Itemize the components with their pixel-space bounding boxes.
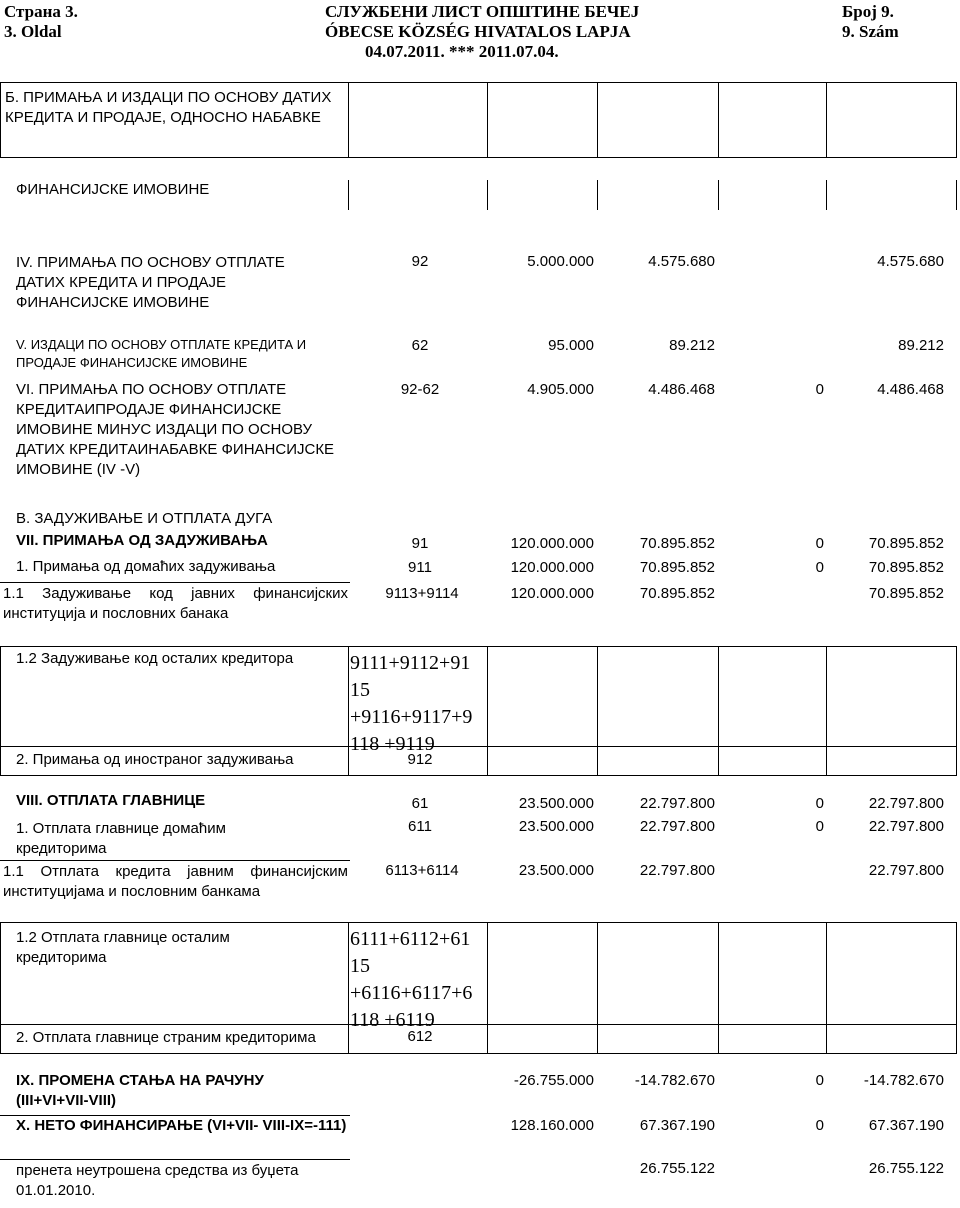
row-code: 6111+6112+61 15 +6116+6117+6 118 +6119 [350, 928, 473, 1031]
row-label: пренета неутрошена средства из буџета 01.01.2010. [16, 1162, 299, 1199]
table-border [597, 922, 598, 1054]
table-border [487, 646, 488, 776]
table-border [0, 775, 957, 776]
row-exec2: 0 [815, 795, 824, 812]
row-code: 611 [408, 818, 432, 835]
row-plan: 5.000.000 [527, 253, 594, 270]
row-plan: 4.905.000 [527, 381, 594, 398]
row-exec1: 89.212 [669, 337, 715, 354]
row-exec1: 22.797.800 [639, 795, 715, 812]
section-c-title: В. ЗАДУЖИВАЊЕ И ОТПЛАТА ДУГА [16, 510, 273, 527]
row-label: 1.1 Задуживање код јавних финансијских институција и пословних банака [3, 585, 348, 622]
page-number-sr: Страна 3. [4, 2, 78, 21]
row-code: 92 [411, 253, 429, 270]
row-total: -14.782.670 [863, 1072, 944, 1089]
row-label: V. ИЗДАЦИ ПО ОСНОВУ ОТПЛАТЕ КРЕДИТА И ПРОДАЈЕ ФИНАНСИЈСКЕ ИМОВИНЕ [16, 337, 307, 370]
table-border [718, 646, 719, 776]
table-border [956, 922, 957, 1054]
row-code: 912 [407, 751, 433, 768]
row-label: 1. Отплата главнице домаћим кредиторима [16, 820, 226, 857]
table-border [826, 82, 827, 158]
row-exec2: 0 [815, 1117, 824, 1134]
table-border [597, 180, 598, 210]
row-plan: 95.000 [548, 337, 594, 354]
row-exec1: -14.782.670 [634, 1072, 715, 1089]
row-exec1: 4.575.680 [648, 253, 715, 270]
table-border [487, 922, 488, 1054]
row-exec1: 70.895.852 [639, 585, 715, 602]
table-border [0, 646, 957, 647]
table-border [0, 82, 1, 158]
row-total: 4.486.468 [877, 381, 944, 398]
row-total: 22.797.800 [868, 795, 944, 812]
journal-date: 04.07.2011. *** 2011.07.04. [365, 42, 559, 61]
table-border [0, 157, 957, 158]
row-label: VIII. ОТПЛАТА ГЛАВНИЦЕ [16, 792, 206, 809]
row-exec1: 70.895.852 [639, 559, 715, 576]
row-label: 2. Отплата главнице страним кредиторима [16, 1029, 316, 1046]
table-border [348, 180, 349, 210]
row-exec1: 22.797.800 [639, 818, 715, 835]
table-border [718, 180, 719, 210]
row-label: VI. ПРИМАЊА ПО ОСНОВУ ОТПЛАТЕ КРЕДИТАИПРОДАЈЕ ФИНАНСИЈСКЕ ИМОВИНЕ МИНУС ИЗДАЦИ ПО ОСНОВУ ДАТИХ КРЕДИТАИНАБАВКЕ ФИНАНСИЈСКЕ ИМОВИНЕ (IV -V) [16, 381, 335, 478]
table-border [487, 82, 488, 158]
table-border [0, 860, 350, 861]
table-border [0, 922, 1, 1054]
row-total: 70.895.852 [868, 585, 944, 602]
row-label: 2. Примања од иностраног задуживања [16, 751, 294, 768]
row-total: 89.212 [898, 337, 944, 354]
row-exec1: 67.367.190 [639, 1117, 715, 1134]
row-code: 911 [408, 559, 432, 576]
table-border [956, 82, 957, 158]
table-border [0, 1053, 957, 1054]
row-exec2: 0 [815, 381, 824, 398]
table-border [348, 646, 349, 776]
row-label: VII. ПРИМАЊА ОД ЗАДУЖИВАЊА [16, 532, 268, 549]
row-exec2: 0 [815, 1072, 824, 1089]
table-border [826, 646, 827, 776]
table-border [0, 1159, 350, 1160]
table-border [956, 180, 957, 210]
row-code: 62 [411, 337, 429, 354]
row-label: 1.2 Задуживање код осталих кредитора [16, 650, 294, 667]
row-code: 6113+6114 [385, 862, 459, 879]
table-border [718, 82, 719, 158]
row-exec1: 26.755.122 [639, 1160, 715, 1177]
row-total: 26.755.122 [868, 1160, 944, 1177]
table-border [597, 82, 598, 158]
journal-title-hu: ÓBECSE KÖZSÉG HIVATALOS LAPJA [325, 22, 631, 41]
row-plan: 128.160.000 [510, 1117, 594, 1134]
table-border [0, 646, 1, 776]
row-code: 612 [407, 1028, 433, 1045]
table-border [0, 582, 350, 583]
row-exec1: 22.797.800 [639, 862, 715, 879]
row-exec1: 70.895.852 [639, 535, 715, 552]
table-border [348, 82, 349, 158]
row-total: 70.895.852 [868, 559, 944, 576]
table-border [0, 1024, 957, 1025]
row-label: X. НЕТО ФИНАНСИРАЊЕ (VI+VII- VIII-IX=-111) [16, 1117, 347, 1134]
row-plan: 120.000.000 [510, 585, 594, 602]
row-label: 1.2 Отплата главнице осталим кредиторима [16, 929, 230, 966]
row-plan: 23.500.000 [518, 818, 594, 835]
row-plan: -26.755.000 [513, 1072, 594, 1089]
row-exec2: 0 [815, 818, 824, 835]
row-exec2: 0 [815, 535, 824, 552]
table-border [597, 646, 598, 776]
table-border [956, 646, 957, 776]
row-code: 9111+9112+91 15 +9116+9117+9 118 +9119 [350, 652, 473, 755]
row-total: 70.895.852 [868, 535, 944, 552]
row-total: 22.797.800 [868, 862, 944, 879]
row-exec1: 4.486.468 [648, 381, 715, 398]
page-number-hu: 3. Oldal [4, 22, 62, 41]
row-plan: 120.000.000 [510, 559, 594, 576]
row-plan: 120.000.000 [510, 535, 594, 552]
issue-number-sr: Број 9. [842, 2, 894, 21]
issue-number-hu: 9. Szám [842, 22, 899, 41]
table-border [348, 922, 349, 1054]
table-border [718, 922, 719, 1054]
journal-title-sr: СЛУЖБЕНИ ЛИСТ ОПШТИНЕ БЕЧЕЈ [325, 2, 640, 21]
row-plan: 23.500.000 [518, 795, 594, 812]
table-border [487, 180, 488, 210]
row-label: IX. ПРОМЕНА СТАЊА НА РАЧУНУ (III+VI+VII-VIII) [16, 1072, 264, 1109]
table-border [826, 180, 827, 210]
row-code: 9113+9114 [385, 585, 459, 602]
row-total: 4.575.680 [877, 253, 944, 270]
row-code: 91 [411, 535, 429, 552]
section-b-title: Б. ПРИМАЊА И ИЗДАЦИ ПО ОСНОВУ ДАТИХ КРЕДИТА И ПРОДАЈЕ, ОДНОСНО НАБАВКЕ [5, 89, 332, 126]
table-border [0, 82, 957, 83]
row-total: 67.367.190 [868, 1117, 944, 1134]
row-code: 92-62 [400, 381, 440, 398]
row-label: 1. Примања од домаћих задуживања [16, 558, 276, 575]
row-label: IV. ПРИМАЊА ПО ОСНОВУ ОТПЛАТЕ ДАТИХ КРЕДИТА И ПРОДАЈЕ ФИНАНСИЈСКЕ ИМОВИНЕ [16, 254, 285, 311]
table-border [0, 746, 957, 747]
row-exec2: 0 [815, 559, 824, 576]
row-total: 22.797.800 [868, 818, 944, 835]
section-b-continuation: ФИНАНСИЈСКЕ ИМОВИНЕ [16, 181, 210, 198]
row-plan: 23.500.000 [518, 862, 594, 879]
table-border [826, 922, 827, 1054]
table-border [0, 922, 957, 923]
row-code: 61 [411, 795, 429, 812]
row-label: 1.1 Отплата кредита јавним финансијским институцијама и пословним банкама [3, 863, 348, 900]
